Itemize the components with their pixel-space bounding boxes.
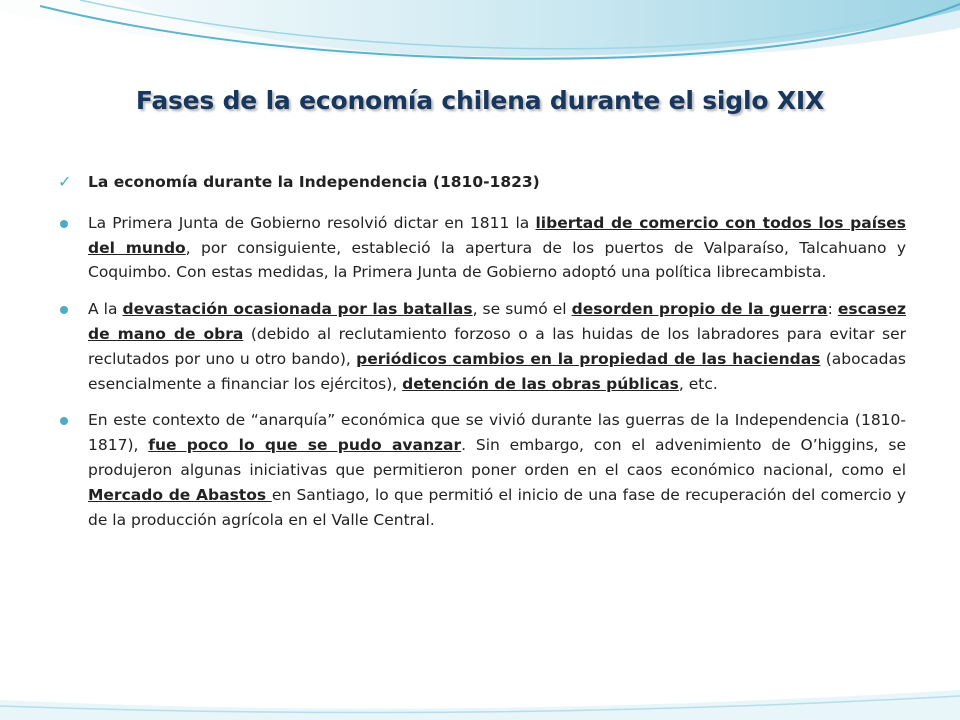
slide-body bbox=[58, 170, 906, 544]
paragraph-text: , se sumó el bbox=[472, 300, 572, 319]
paragraph-text: (abocadas esencialmente a financiar los ejércitos), bbox=[88, 349, 907, 393]
underlined-phrase: fue poco lo que se pudo avanzar bbox=[148, 436, 462, 455]
underlined-phrase: escasez de mano de obra bbox=[88, 300, 907, 343]
bullet-paragraph-3 bbox=[58, 408, 906, 532]
bottom-wave-line bbox=[0, 696, 960, 713]
bullet-icon bbox=[60, 306, 68, 314]
paragraph-text: (debido al reclutamiento forzoso o a las huidas de los labradores para evitar ser reclutados por uno u otro bando), bbox=[88, 324, 907, 368]
underlined-phrase: detención de las obras públicas bbox=[402, 374, 679, 393]
paragraph-text: A la bbox=[88, 300, 123, 319]
top-wave-band bbox=[0, 0, 960, 60]
slide-title: Fases de la economía chilena durante el siglo XIX bbox=[135, 86, 825, 115]
bullet-icon bbox=[60, 417, 68, 425]
underlined-phrase: devastación ocasionada por las batallas bbox=[122, 300, 473, 319]
checkmark-icon: ✓ bbox=[58, 172, 72, 191]
underlined-phrase: desorden propio de la guerra bbox=[571, 300, 828, 319]
paragraph-text: en Santiago, lo que permitió el inicio de una fase de recuperación del comercio y de la producción agrícola en el Valle Central. bbox=[88, 485, 906, 529]
underlined-phrase: Mercado de Abastos bbox=[88, 485, 272, 504]
bottom-wave-band bbox=[0, 690, 960, 720]
top-wave-line-2 bbox=[80, 0, 960, 49]
section-heading-row bbox=[58, 170, 906, 195]
paragraph-text: : bbox=[827, 300, 838, 319]
underlined-phrase: libertad de comercio con todos los países del mundo bbox=[88, 213, 906, 257]
top-wave-band-accent bbox=[120, 0, 960, 56]
top-wave-line bbox=[40, 4, 960, 59]
bullet-icon bbox=[60, 220, 68, 228]
section-heading: La economía durante la Independencia (1810-1823) bbox=[88, 173, 540, 191]
paragraph-text: , por consiguiente, estableció la apertura de los puertos de Valparaíso, Talcahuano y Coquimbo. Con estas medidas, la Primera Junta de Gobierno adoptó una política librecambista. bbox=[88, 238, 907, 282]
paragraph-text: La Primera Junta de Gobierno resolvió dictar en 1811 la bbox=[88, 213, 536, 232]
paragraph-text: En este contexto de “anarquía” económica que se vivió durante las guerras de la Independencia (1810-1817), bbox=[88, 411, 906, 455]
underlined-phrase: periódicos cambios en la propiedad de las haciendas bbox=[356, 349, 821, 368]
paragraph-text: , etc. bbox=[678, 374, 718, 393]
paragraph-text: . Sin embargo, con el advenimiento de O’higgins, se produjeron algunas iniciativas que permitieron poner orden en el caos económico nacional, como el bbox=[88, 436, 906, 479]
bullet-paragraph-2 bbox=[58, 297, 906, 396]
bullet-paragraph-1 bbox=[58, 211, 906, 285]
